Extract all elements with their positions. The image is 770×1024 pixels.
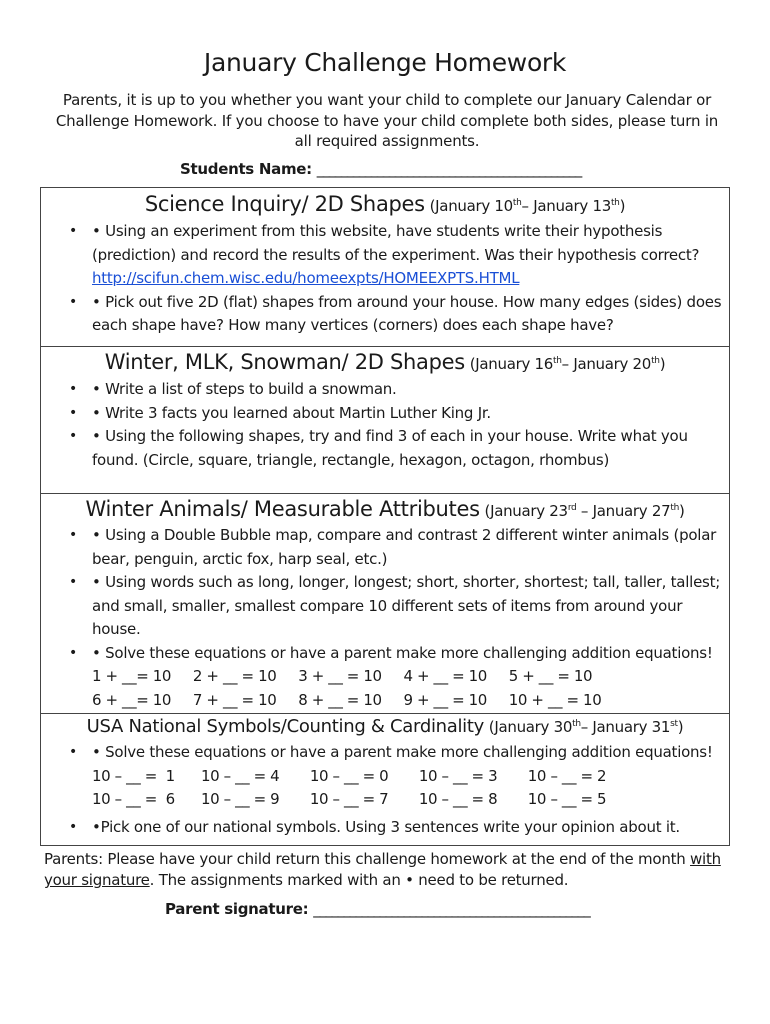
section-dates: (January 10th– January 13th) <box>429 197 626 215</box>
section-heading <box>41 192 729 216</box>
date-start-suffix: th <box>553 356 562 366</box>
section-dates: (January 23rd – January 27th) <box>484 502 685 520</box>
item-text: • Write a list of steps to build a snowman. <box>92 380 397 398</box>
list-item <box>41 524 729 571</box>
list-item <box>41 291 729 338</box>
note-underlined: with your signature <box>44 850 721 889</box>
date-separator: – <box>561 355 574 373</box>
parent-signature-line <box>165 900 589 918</box>
assignment-table <box>40 187 730 846</box>
parent-signature-label: Parent signature: <box>165 900 309 918</box>
section-title: Science Inquiry/ 2D Shapes <box>144 192 425 216</box>
item-text: • Using a Double Bubble map, compare and contrast 2 different winter animals (polar bear, penguin, arctic fox, harp seal, etc.) <box>92 526 717 568</box>
intro-paragraph: Parents, it is up to you whether you want your child to complete our January Calendar or Challenge Homework. If you choose to have your child complete both sides, please turn in all required assignments. <box>55 91 719 150</box>
equation-row: 6 + __= 10 7 + __ = 10 8 + __ = 10 9 + __ = 10 10 + __ = 10 <box>92 690 602 709</box>
section-science-inquiry <box>41 188 729 347</box>
date-start-suffix: th <box>572 719 581 729</box>
bullet-icon: • <box>69 404 78 421</box>
students-name-label: Students Name: <box>180 160 312 178</box>
date-separator: – <box>580 718 593 736</box>
list-item <box>41 571 729 642</box>
note-text: Parents: Please have your child return this challenge homework at the end of the month <box>44 850 691 868</box>
section-title: Winter Animals/ Measurable Attributes <box>85 497 480 521</box>
page-title: January Challenge Homework <box>203 48 567 77</box>
item-text: • Using the following shapes, try and find 3 of each in your house. Write what you found. (Circle, square, triangle, rectangle, hexagon, octagon, rhombus) <box>92 427 688 469</box>
date-end: January 13 <box>533 197 611 215</box>
date-end-suffix: th <box>651 356 660 366</box>
date-end: January 20 <box>573 355 652 373</box>
date-start: January 23 <box>490 502 568 520</box>
list-item <box>41 642 729 713</box>
section-heading <box>41 716 729 737</box>
list-item <box>41 816 729 840</box>
list-item <box>41 402 729 426</box>
section-dates: (January 30th– January 31st) <box>488 718 684 736</box>
section-heading <box>41 350 729 374</box>
item-text: • Using an experiment from this website, have students write their hypothesis (prediction) and record the results of the experiment. Was their hypothesis correct? <box>92 222 700 264</box>
equation-row: 10 – __ = 1 10 – __ = 4 10 – __ = 0 10 – __ = 3 10 – __ = 2 <box>92 766 607 785</box>
date-start-suffix: rd <box>567 503 577 513</box>
section-title: USA National Symbols/Counting & Cardinality <box>86 716 484 737</box>
note-text-end: . The assignments marked with an • need to be returned. <box>149 871 569 889</box>
date-start: January 30 <box>494 718 573 736</box>
item-text: • Solve these equations or have a parent make more challenging addition equations! <box>92 643 713 662</box>
experiment-link[interactable]: http://scifun.chem.wisc.edu/homeexpts/HOMEEXPTS.HTML <box>92 269 520 287</box>
date-end-suffix: st <box>670 719 678 729</box>
section-dates: (January 16th– January 20th) <box>469 355 666 373</box>
bullet-icon: • <box>69 527 78 543</box>
list-item <box>41 220 729 291</box>
list-item <box>41 378 729 402</box>
students-name-field[interactable]: ____________________________________________ <box>316 160 581 178</box>
item-text: • Using words such as long, longer, longest; short, shorter, shortest; tall, taller, tallest; and small, smaller, smallest compare 10 different sets of items from around your house. <box>92 573 721 638</box>
equation-row: 10 – __ = 6 10 – __ = 9 10 – __ = 7 10 – __ = 8 10 – __ = 5 <box>92 790 607 808</box>
date-end: January 31 <box>592 718 671 736</box>
section-winter-mlk <box>41 347 729 494</box>
item-text: •Pick one of our national symbols. Using 3 sentences write your opinion about it. <box>92 817 680 836</box>
bullet-icon: • <box>69 818 78 835</box>
bullet-icon: • <box>69 744 78 760</box>
item-text: • Solve these equations or have a parent make more challenging addition equations! <box>92 743 713 761</box>
date-start-suffix: th <box>512 198 522 208</box>
students-name-line <box>180 160 581 178</box>
item-text: • Pick out five 2D (flat) shapes from around your house. How many edges (sides) does each shape have? How many vertices (corners) does each shape have? <box>92 292 722 334</box>
parents-note <box>44 849 744 891</box>
date-separator: – <box>521 197 534 215</box>
date-end-suffix: th <box>670 503 679 513</box>
date-start: January 16 <box>475 355 554 373</box>
date-separator: – <box>576 502 593 520</box>
section-heading <box>41 497 729 521</box>
bullet-icon: • <box>69 381 78 397</box>
bullet-icon: • <box>69 293 78 310</box>
bullet-icon: • <box>69 223 78 239</box>
date-end-suffix: th <box>610 198 620 208</box>
equation-row: 1 + __= 10 2 + __ = 10 3 + __ = 10 4 + __ = 10 5 + __ = 10 <box>92 667 593 685</box>
section-usa-symbols <box>41 714 729 845</box>
bullet-icon: • <box>69 428 78 444</box>
item-text: • Write 3 facts you learned about Martin Luther King Jr. <box>92 403 491 422</box>
list-item <box>41 741 729 812</box>
date-end: January 27 <box>592 502 671 520</box>
bullet-icon: • <box>69 644 78 661</box>
parent-signature-field[interactable]: ______________________________________________ <box>313 900 590 918</box>
section-title: Winter, MLK, Snowman/ 2D Shapes <box>104 350 465 374</box>
list-item <box>41 425 729 472</box>
bullet-icon: • <box>69 574 78 590</box>
section-winter-animals <box>41 494 729 714</box>
date-start: January 10 <box>435 197 513 215</box>
